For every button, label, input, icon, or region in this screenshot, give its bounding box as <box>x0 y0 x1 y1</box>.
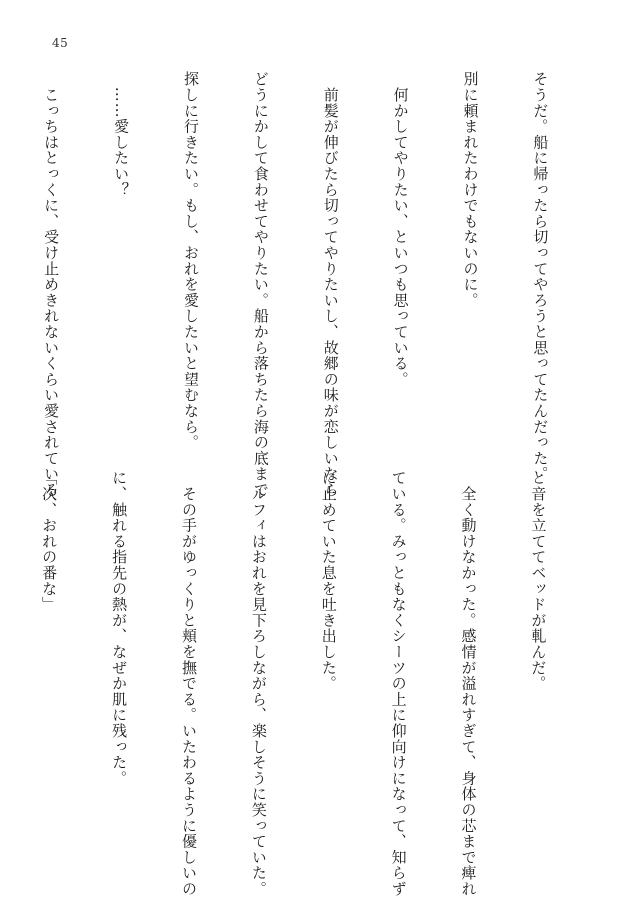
page-number: 45 <box>52 36 69 50</box>
text-line: と音を立ててベッドが軋んだ。 <box>529 470 548 692</box>
upper-text-block <box>0 71 598 498</box>
text-line: どうにかして食わせてやりたい。船から落ちたら海の底まで <box>251 71 270 498</box>
text-line: に、触れる指先の熱が、なぜか肌に残った。 <box>110 470 129 786</box>
text-line: こっちはとっくに、受け止めきれないくらい愛されている <box>42 71 61 498</box>
text-line: 前髪が伸びたら切ってやりたいし、故郷の味が恋しいなら <box>321 71 340 498</box>
lower-text-block <box>0 470 596 897</box>
text-line: 探しに行きたい。もし、おれを愛したいと望むなら。 <box>181 71 200 451</box>
dialogue-line: 「次、おれの番な」 <box>40 470 59 613</box>
text-line: その手がゆっくりと頬を撫でる。いたわるように優しいの <box>179 470 198 897</box>
text-line: ている。みっともなくシーツの上に仰向けになって、知らず <box>389 470 408 897</box>
text-line: そうだ。船に帰ったら切ってやろうと思ってたんだった。 <box>531 71 550 482</box>
text-line: ……愛したい？ <box>112 71 131 198</box>
text-line: ルフィはおれを見下ろしながら、楽しそうに笑っていた。 <box>249 470 268 897</box>
text-line: に止めていた息を吐き出した。 <box>319 470 338 692</box>
text-line: 何かしてやりたい、といつも思っている。 <box>391 71 410 387</box>
text-line: 全く動けなかった。感情が溢れすぎて、身体の芯まで痺れ <box>459 470 478 897</box>
text-line: 別に頼まれたわけでもないのに。 <box>461 71 480 308</box>
